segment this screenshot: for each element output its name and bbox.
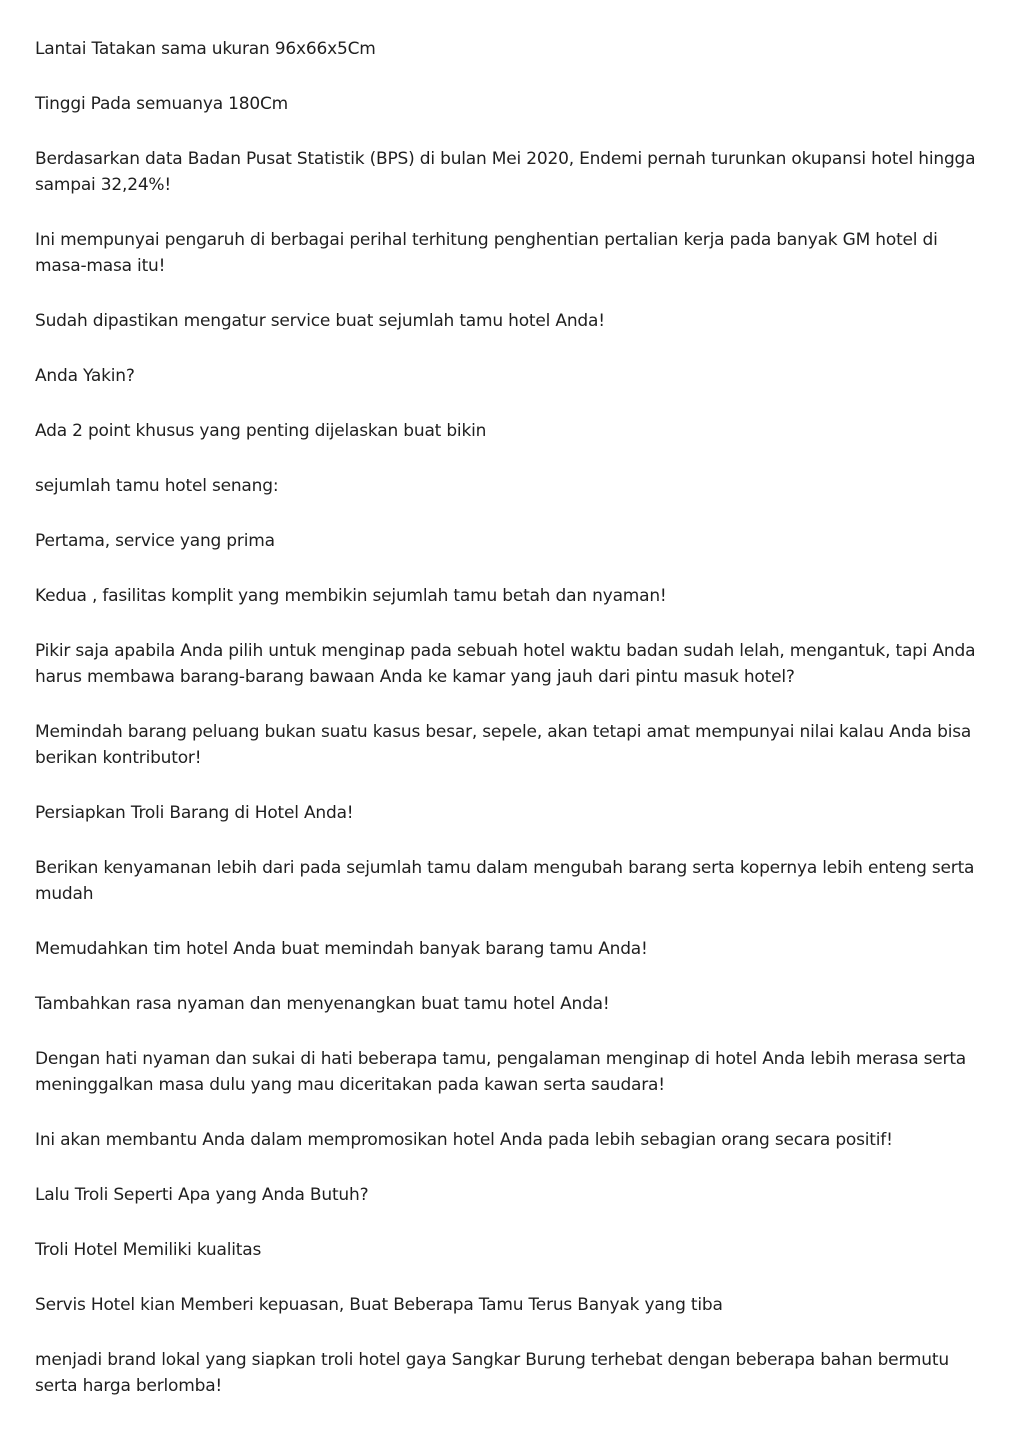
paragraph: Dengan hati nyaman dan sukai di hati beberapa tamu, pengalaman menginap di hotel Anda lebih merasa serta meninggalkan masa dulu yang mau diceritakan pada kawan serta saudara! bbox=[35, 1049, 967, 1095]
paragraph: Lantai Tatakan sama ukuran 96x66x5Cm bbox=[35, 39, 376, 59]
paragraph: Ada 2 point khusus yang penting dijelaskan buat bikin bbox=[35, 421, 487, 441]
paragraph: Persiapkan Troli Barang di Hotel Anda! bbox=[35, 803, 354, 823]
paragraph: Ini mempunyai pengaruh di berbagai perihal terhitung penghentian pertalian kerja pada banyak GM hotel di masa-masa itu! bbox=[35, 230, 938, 276]
paragraph: Berikan kenyamanan lebih dari pada sejumlah tamu dalam mengubah barang serta kopernya lebih enteng serta mudah bbox=[35, 858, 975, 904]
paragraph: Memindah barang peluang bukan suatu kasus besar, sepele, akan tetapi amat mempunyai nilai kalau Anda bisa berikan kontributor! bbox=[35, 722, 972, 768]
paragraph: Kedua , fasilitas komplit yang membikin sejumlah tamu betah dan nyaman! bbox=[35, 586, 667, 606]
paragraph: Sudah dipastikan mengatur service buat sejumlah tamu hotel Anda! bbox=[35, 311, 605, 331]
paragraph: Memudahkan tim hotel Anda buat memindah banyak barang tamu Anda! bbox=[35, 939, 648, 959]
paragraph: Pikir saja apabila Anda pilih untuk menginap pada sebuah hotel waktu badan sudah lelah, mengantuk, tapi Anda harus membawa barang-barang bawaan Anda ke kamar yang jauh dari pintu masuk hotel? bbox=[35, 641, 976, 687]
paragraph: Lalu Troli Seperti Apa yang Anda Butuh? bbox=[35, 1185, 369, 1205]
paragraph: Ini akan membantu Anda dalam mempromosikan hotel Anda pada lebih sebagian orang secara positif! bbox=[35, 1130, 893, 1150]
paragraph: Tambahkan rasa nyaman dan menyenangkan buat tamu hotel Anda! bbox=[35, 994, 610, 1014]
paragraph: Berdasarkan data Badan Pusat Statistik (BPS) di bulan Mei 2020, Endemi pernah turunkan okupansi hotel hingga sampai 32,24%! bbox=[35, 149, 976, 195]
paragraph: Troli Hotel Memiliki kualitas bbox=[35, 1240, 262, 1260]
document-body bbox=[35, 36, 980, 1428]
paragraph: Pertama, service yang prima bbox=[35, 531, 275, 551]
paragraph: Anda Yakin? bbox=[35, 366, 135, 386]
paragraph: menjadi brand lokal yang siapkan troli hotel gaya Sangkar Burung terhebat dengan beberapa bahan bermutu serta harga berlomba! bbox=[35, 1350, 949, 1396]
paragraph: Tinggi Pada semuanya 180Cm bbox=[35, 94, 288, 114]
paragraph: sejumlah tamu hotel senang: bbox=[35, 476, 279, 496]
paragraph: Servis Hotel kian Memberi kepuasan, Buat Beberapa Tamu Terus Banyak yang tiba bbox=[35, 1295, 723, 1315]
